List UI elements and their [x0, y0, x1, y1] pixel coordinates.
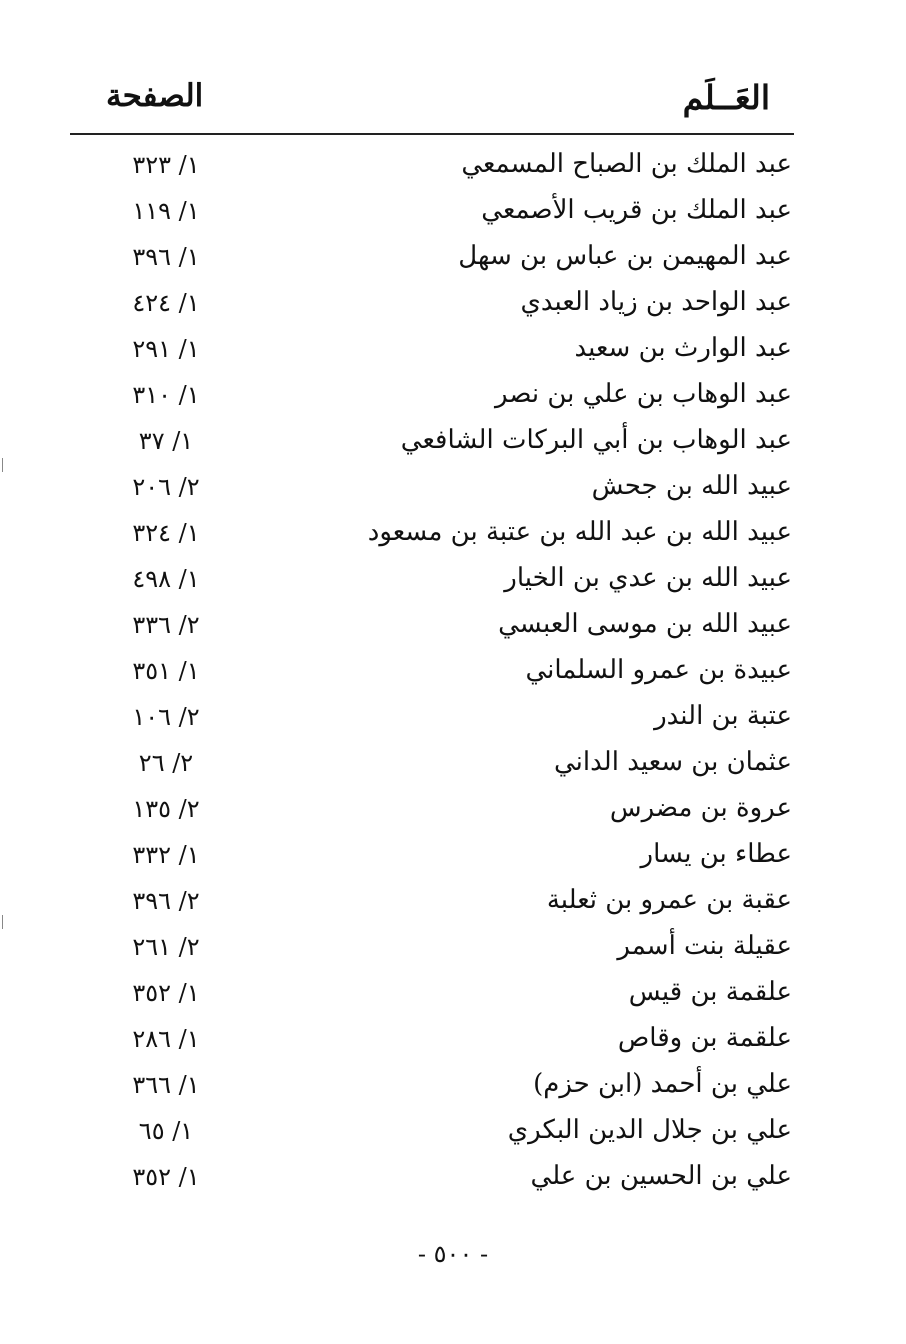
entry-name: عقيلة بنت أسمر [617, 931, 792, 961]
index-entry [0, 191, 906, 237]
index-entry [0, 145, 906, 191]
index-entry [0, 973, 906, 1019]
entry-name: عبيد الله بن جحش [591, 471, 792, 501]
index-entry [0, 1111, 906, 1157]
entry-page-ref: ١/ ٣٥٢ [132, 1163, 200, 1191]
index-entry [0, 1019, 906, 1065]
index-entry [0, 513, 906, 559]
entry-name: عطاء بن يسار [640, 839, 792, 869]
index-entry [0, 283, 906, 329]
index-entries [0, 145, 906, 1203]
index-entry [0, 421, 906, 467]
header-rule [70, 133, 794, 135]
entry-name: عبد الوارث بن سعيد [574, 333, 792, 363]
entry-page-ref: ١/ ٣٩٦ [132, 243, 200, 271]
entry-page-ref: ١/ ٣٥٢ [132, 979, 200, 1007]
entry-page-ref: ٢/ ١٠٦ [132, 703, 200, 731]
entry-name: علي بن الحسين بن علي [530, 1161, 792, 1191]
name-column-header: العَــلَم [682, 78, 770, 117]
index-entry [0, 697, 906, 743]
margin-mark [2, 458, 9, 472]
entry-name: عبيدة بن عمرو السلماني [525, 655, 792, 685]
entry-page-ref: ١/ ٣١٠ [132, 381, 200, 409]
index-entry [0, 605, 906, 651]
entry-page-ref: ١/ ٣٦٦ [132, 1071, 200, 1099]
index-entry [0, 329, 906, 375]
index-entry [0, 789, 906, 835]
entry-page-ref: ١/ ٦٥ [138, 1117, 194, 1145]
entry-name: عبيد الله بن موسى العبسي [498, 609, 792, 639]
page-column-header: الصفحة [106, 78, 204, 114]
entry-name: عبد الوهاب بن علي بن نصر [495, 379, 792, 409]
index-entry [0, 375, 906, 421]
entry-page-ref: ١/ ١١٩ [132, 197, 200, 225]
entry-name: علي بن جلال الدين البكري [507, 1115, 792, 1145]
index-entry [0, 835, 906, 881]
entry-page-ref: ١/ ٣٥١ [132, 657, 200, 685]
entry-name: عروة بن مضرس [609, 793, 792, 823]
index-entry [0, 743, 906, 789]
index-entry [0, 467, 906, 513]
entry-page-ref: ٢/ ٢٦١ [132, 933, 200, 961]
entry-page-ref: ١/ ٤٩٨ [132, 565, 200, 593]
entry-page-ref: ١/ ٤٢٤ [132, 289, 200, 317]
entry-name: عثمان بن سعيد الداني [554, 747, 792, 777]
index-entry [0, 927, 906, 973]
entry-name: عبد المهيمن بن عباس بن سهل [458, 241, 792, 271]
entry-page-ref: ١/ ٣٧ [138, 427, 194, 455]
entry-page-ref: ١/ ٣٢٤ [132, 519, 200, 547]
entry-name: عبد الملك بن قريب الأصمعي [481, 195, 792, 225]
index-entry [0, 881, 906, 927]
entry-name: علي بن أحمد (ابن حزم) [533, 1069, 792, 1099]
index-entry [0, 1157, 906, 1203]
entry-page-ref: ٢/ ٢٠٦ [132, 473, 200, 501]
entry-name: عتبة بن الندر [654, 701, 792, 731]
index-entry [0, 559, 906, 605]
entry-page-ref: ٢/ ٣٩٦ [132, 887, 200, 915]
index-entry [0, 1065, 906, 1111]
entry-name: عبد الواحد بن زياد العبدي [520, 287, 792, 317]
entry-name: عبيد الله بن عدي بن الخيار [504, 563, 792, 593]
margin-mark [2, 915, 9, 929]
entry-name: علقمة بن قيس [628, 977, 792, 1007]
entry-name: عبيد الله بن عبد الله بن عتبة بن مسعود [367, 517, 792, 547]
entry-name: عبد الملك بن الصباح المسمعي [461, 149, 792, 179]
entry-page-ref: ١/ ٢٩١ [132, 335, 200, 363]
entry-name: عبد الوهاب بن أبي البركات الشافعي [400, 425, 792, 455]
entry-page-ref: ١/ ٢٨٦ [132, 1025, 200, 1053]
column-headers [70, 78, 794, 128]
entry-page-ref: ١/ ٣٢٣ [132, 151, 200, 179]
entry-page-ref: ٢/ ٣٣٦ [132, 611, 200, 639]
entry-name: عقبة بن عمرو بن ثعلبة [546, 885, 792, 915]
index-entry [0, 651, 906, 697]
entry-page-ref: ٢/ ٢٦ [138, 749, 194, 777]
index-entry [0, 237, 906, 283]
entry-page-ref: ١/ ٣٣٢ [132, 841, 200, 869]
entry-name: علقمة بن وقاص [617, 1023, 792, 1053]
entry-page-ref: ٢/ ١٣٥ [132, 795, 200, 823]
page-number: - ٥٠٠ - [417, 1240, 489, 1268]
